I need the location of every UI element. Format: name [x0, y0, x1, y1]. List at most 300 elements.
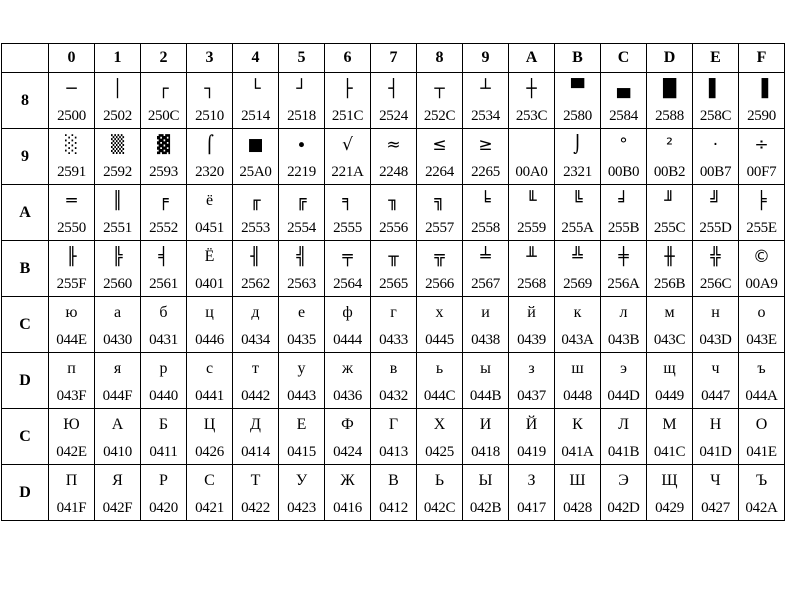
char-glyph: √ — [342, 134, 353, 155]
char-cell — [509, 297, 555, 353]
char-cell — [417, 465, 463, 521]
char-glyph: Б — [158, 415, 169, 433]
unicode-code: 2557 — [425, 219, 454, 236]
char-cell — [601, 353, 647, 409]
char-cell — [601, 465, 647, 521]
row-header: 9 — [2, 129, 49, 185]
char-glyph: Ф — [341, 415, 354, 433]
char-cell — [647, 73, 693, 129]
char-glyph: т — [252, 359, 259, 377]
row-header: D — [2, 465, 49, 521]
char-glyph: ╬ — [710, 246, 721, 267]
char-glyph: ц — [205, 303, 214, 321]
char-glyph: ы — [480, 359, 491, 377]
char-cell — [187, 241, 233, 297]
char-glyph: ≤ — [432, 134, 447, 155]
char-cell — [555, 465, 601, 521]
char-cell — [417, 297, 463, 353]
unicode-code: 0426 — [195, 443, 224, 460]
char-cell — [463, 297, 509, 353]
unicode-code: 00B7 — [699, 163, 732, 180]
unicode-code: 0432 — [379, 387, 408, 404]
char-cell — [187, 185, 233, 241]
unicode-code: 250C — [147, 107, 180, 124]
char-glyph — [529, 133, 534, 159]
char-glyph: ┐ — [204, 78, 215, 99]
char-cell — [279, 241, 325, 297]
unicode-code: 043B — [607, 331, 640, 348]
char-cell — [693, 185, 739, 241]
char-glyph: ▒ — [110, 134, 125, 155]
char-glyph: ╗ — [434, 190, 445, 211]
char-glyph: Ъ — [755, 471, 768, 489]
char-cell — [141, 129, 187, 185]
table-row — [2, 465, 785, 521]
char-glyph: Й — [525, 415, 538, 433]
column-header: F — [739, 44, 785, 73]
char-cell — [141, 73, 187, 129]
char-cell — [187, 465, 233, 521]
char-cell — [739, 409, 785, 465]
char-glyph: ю — [65, 303, 78, 321]
unicode-code: 2568 — [517, 275, 546, 292]
code-page-table — [1, 43, 785, 521]
unicode-code: 2580 — [563, 107, 592, 124]
unicode-code: 041B — [607, 443, 640, 460]
char-cell — [371, 409, 417, 465]
char-cell — [555, 129, 601, 185]
char-glyph: У — [295, 471, 308, 489]
unicode-code: 0434 — [241, 331, 270, 348]
unicode-code: 0415 — [287, 443, 316, 460]
char-glyph: п — [67, 359, 76, 377]
char-cell — [693, 465, 739, 521]
unicode-code: 2510 — [195, 107, 224, 124]
char-glyph: Г — [388, 415, 399, 433]
char-glyph: П — [65, 471, 78, 489]
unicode-code: 2534 — [471, 107, 500, 124]
unicode-code: 2588 — [655, 107, 684, 124]
char-cell — [463, 185, 509, 241]
char-cell — [233, 465, 279, 521]
unicode-code: 00B0 — [607, 163, 640, 180]
column-header: B — [555, 44, 601, 73]
char-glyph: · — [712, 134, 719, 155]
char-glyph: ╥ — [388, 246, 399, 267]
unicode-code: 0410 — [103, 443, 132, 460]
char-glyph: ╟ — [66, 246, 77, 267]
table-row — [2, 409, 785, 465]
unicode-code: 043D — [699, 331, 732, 348]
char-glyph: к — [573, 303, 582, 321]
char-cell — [279, 353, 325, 409]
char-glyph: ⌡ — [573, 134, 582, 155]
unicode-code: 2590 — [747, 107, 776, 124]
column-header: 0 — [49, 44, 95, 73]
unicode-code: 0420 — [149, 499, 178, 516]
unicode-code: 0425 — [425, 443, 454, 460]
char-cell — [463, 241, 509, 297]
unicode-code: 0427 — [701, 499, 730, 516]
char-glyph: В — [388, 471, 399, 489]
char-cell — [601, 129, 647, 185]
char-glyph: ╪ — [618, 246, 629, 267]
char-glyph: ─ — [66, 78, 77, 99]
char-cell — [693, 297, 739, 353]
unicode-code: 0436 — [333, 387, 362, 404]
unicode-code: 2558 — [471, 219, 500, 236]
unicode-code: 00A0 — [515, 163, 548, 180]
char-cell — [233, 297, 279, 353]
char-glyph: ╘ — [480, 190, 491, 211]
char-cell — [739, 353, 785, 409]
unicode-code: 0440 — [149, 387, 178, 404]
char-cell — [693, 73, 739, 129]
unicode-code: 2219 — [287, 163, 316, 180]
char-cell — [49, 465, 95, 521]
unicode-code: 042C — [423, 499, 456, 516]
unicode-code: 2564 — [333, 275, 362, 292]
unicode-code: 041E — [746, 443, 777, 460]
char-cell — [601, 73, 647, 129]
unicode-code: 0447 — [701, 387, 730, 404]
char-glyph: э — [620, 359, 627, 377]
char-glyph: ┼ — [526, 78, 537, 99]
unicode-code: 255C — [653, 219, 686, 236]
column-header: D — [647, 44, 693, 73]
char-glyph: │ — [112, 78, 123, 99]
char-cell — [647, 241, 693, 297]
char-glyph: в — [389, 359, 398, 377]
char-glyph: © — [753, 246, 770, 267]
unicode-code: 2550 — [57, 219, 86, 236]
unicode-code: 252C — [423, 107, 456, 124]
char-glyph: щ — [663, 359, 676, 377]
column-header: 7 — [371, 44, 417, 73]
unicode-code: 043C — [653, 331, 686, 348]
char-cell — [417, 73, 463, 129]
char-cell — [555, 185, 601, 241]
char-glyph: Щ — [661, 471, 678, 489]
row-header: A — [2, 185, 49, 241]
table-row — [2, 297, 785, 353]
unicode-code: 0412 — [379, 499, 408, 516]
char-cell — [417, 409, 463, 465]
unicode-code: 0417 — [517, 499, 546, 516]
char-glyph: ┬ — [434, 78, 445, 99]
char-glyph: ╦ — [434, 246, 445, 267]
char-cell — [95, 353, 141, 409]
char-glyph: ч — [711, 359, 720, 377]
char-cell — [49, 241, 95, 297]
char-glyph: ▀ — [570, 78, 585, 99]
char-cell — [141, 409, 187, 465]
unicode-code: 0430 — [103, 331, 132, 348]
unicode-code: 0441 — [195, 387, 224, 404]
char-cell — [187, 73, 233, 129]
unicode-code: 0401 — [195, 275, 224, 292]
char-cell — [325, 129, 371, 185]
char-glyph: ² — [666, 134, 673, 155]
char-cell — [187, 129, 233, 185]
char-cell — [371, 353, 417, 409]
char-glyph: └ — [250, 78, 261, 99]
char-cell — [555, 73, 601, 129]
char-cell — [601, 297, 647, 353]
unicode-code: 255D — [699, 219, 732, 236]
char-cell — [49, 185, 95, 241]
unicode-code: 044B — [469, 387, 502, 404]
unicode-code: 044F — [102, 387, 133, 404]
char-cell — [509, 129, 555, 185]
char-glyph: ╢ — [250, 246, 261, 267]
char-cell — [647, 297, 693, 353]
char-glyph: ╤ — [342, 246, 353, 267]
column-header: 2 — [141, 44, 187, 73]
unicode-code: 041D — [699, 443, 732, 460]
char-cell — [233, 353, 279, 409]
char-glyph: ┌ — [158, 78, 169, 99]
char-glyph: ╨ — [526, 246, 537, 267]
unicode-code: 0418 — [471, 443, 500, 460]
char-cell — [233, 73, 279, 129]
unicode-code: 2553 — [241, 219, 270, 236]
char-glyph: а — [113, 303, 122, 321]
char-cell — [371, 185, 417, 241]
char-glyph: ╕ — [342, 190, 353, 211]
unicode-code: 0444 — [333, 331, 362, 348]
unicode-code: 043A — [561, 331, 594, 348]
char-glyph: ╫ — [664, 246, 675, 267]
char-glyph: О — [755, 415, 768, 433]
char-cell — [279, 297, 325, 353]
char-cell — [279, 465, 325, 521]
row-header: 8 — [2, 73, 49, 129]
char-cell — [417, 353, 463, 409]
char-cell — [739, 185, 785, 241]
char-cell — [95, 241, 141, 297]
unicode-code: 2555 — [333, 219, 362, 236]
unicode-code: 255A — [561, 219, 594, 236]
table-row — [2, 73, 785, 129]
unicode-code: 2565 — [379, 275, 408, 292]
char-cell — [49, 129, 95, 185]
char-cell — [647, 129, 693, 185]
char-glyph: ╚ — [572, 190, 583, 211]
char-glyph: ╓ — [250, 190, 261, 211]
unicode-code: 0435 — [287, 331, 316, 348]
unicode-code: 2502 — [103, 107, 132, 124]
char-glyph: Л — [618, 415, 629, 433]
char-cell — [371, 465, 417, 521]
char-cell — [555, 241, 601, 297]
unicode-code: 0442 — [241, 387, 270, 404]
char-glyph: д — [251, 303, 260, 321]
unicode-code: 2563 — [287, 275, 316, 292]
char-cell — [739, 297, 785, 353]
unicode-code: 0448 — [563, 387, 592, 404]
char-glyph: и — [481, 303, 490, 321]
char-cell — [233, 129, 279, 185]
char-cell — [233, 185, 279, 241]
char-glyph: ▌ — [708, 78, 723, 99]
unicode-code: 00F7 — [746, 163, 777, 180]
unicode-code: 0439 — [517, 331, 546, 348]
char-cell — [463, 409, 509, 465]
unicode-code: 2584 — [609, 107, 638, 124]
unicode-code: 042A — [745, 499, 778, 516]
char-cell — [95, 129, 141, 185]
char-cell — [141, 241, 187, 297]
unicode-code: 256B — [653, 275, 686, 292]
char-glyph: ║ — [112, 190, 123, 211]
char-cell — [647, 409, 693, 465]
char-cell — [141, 297, 187, 353]
unicode-code: 00A9 — [745, 275, 778, 292]
char-glyph: р — [159, 359, 168, 377]
char-glyph: Ц — [203, 415, 216, 433]
unicode-code: 2524 — [379, 107, 408, 124]
char-glyph: н — [711, 303, 720, 321]
char-glyph: М — [662, 415, 677, 433]
unicode-code: 2593 — [149, 163, 178, 180]
char-glyph: ■ — [247, 134, 264, 155]
unicode-code: 255F — [56, 275, 87, 292]
char-glyph: у — [297, 359, 306, 377]
row-header: B — [2, 241, 49, 297]
unicode-code: 2561 — [149, 275, 178, 292]
column-header: 4 — [233, 44, 279, 73]
char-glyph: ь — [435, 359, 444, 377]
char-cell — [417, 185, 463, 241]
char-cell — [95, 465, 141, 521]
column-header: C — [601, 44, 647, 73]
char-cell — [555, 353, 601, 409]
char-glyph: ф — [342, 303, 353, 321]
char-cell — [509, 73, 555, 129]
char-glyph: ⌠ — [205, 134, 214, 155]
unicode-code: 2264 — [425, 163, 454, 180]
unicode-code: 0416 — [333, 499, 362, 516]
char-cell — [95, 297, 141, 353]
unicode-code: 2569 — [563, 275, 592, 292]
column-header: 5 — [279, 44, 325, 73]
char-glyph: █ — [662, 78, 677, 99]
unicode-code: 2562 — [241, 275, 270, 292]
unicode-code: 0449 — [655, 387, 684, 404]
unicode-code: 2567 — [471, 275, 500, 292]
char-cell — [95, 185, 141, 241]
char-glyph: л — [619, 303, 628, 321]
char-cell — [601, 409, 647, 465]
char-glyph: ╩ — [572, 246, 583, 267]
char-cell — [325, 185, 371, 241]
unicode-code: 043F — [56, 387, 87, 404]
char-cell — [187, 297, 233, 353]
row-header: C — [2, 409, 49, 465]
char-glyph: ╙ — [526, 190, 537, 211]
char-glyph: ╠ — [112, 246, 123, 267]
char-cell — [187, 353, 233, 409]
unicode-code: 0446 — [195, 331, 224, 348]
unicode-code: 2566 — [425, 275, 454, 292]
column-header-row — [2, 44, 785, 73]
char-glyph: Ч — [710, 471, 721, 489]
unicode-code: 2559 — [517, 219, 546, 236]
unicode-code: 256C — [699, 275, 732, 292]
char-glyph: ▐ — [754, 78, 769, 99]
char-cell — [279, 129, 325, 185]
char-glyph: ё — [205, 191, 214, 209]
char-glyph: ├ — [342, 78, 353, 99]
char-cell — [49, 353, 95, 409]
char-glyph: Н — [709, 415, 722, 433]
column-header: 6 — [325, 44, 371, 73]
char-cell — [371, 129, 417, 185]
char-glyph: ╝ — [710, 190, 721, 211]
unicode-code: 255E — [746, 219, 777, 236]
char-cell — [325, 353, 371, 409]
unicode-code: 221A — [331, 163, 364, 180]
char-glyph: Т — [250, 471, 261, 489]
char-cell — [509, 409, 555, 465]
char-cell — [647, 465, 693, 521]
char-glyph: ≥ — [478, 134, 493, 155]
unicode-code: 2321 — [563, 163, 592, 180]
char-cell — [325, 409, 371, 465]
char-glyph: Х — [433, 415, 446, 433]
unicode-code: 251C — [331, 107, 364, 124]
unicode-code: 044A — [745, 387, 778, 404]
char-glyph: ш — [571, 359, 584, 377]
char-cell — [49, 297, 95, 353]
unicode-code: 0433 — [379, 331, 408, 348]
char-glyph: я — [113, 359, 122, 377]
char-cell — [693, 129, 739, 185]
char-cell — [95, 409, 141, 465]
unicode-code: 2551 — [103, 219, 132, 236]
char-glyph: г — [390, 303, 397, 321]
char-glyph: ═ — [66, 190, 77, 211]
char-cell — [739, 129, 785, 185]
char-glyph: ъ — [757, 359, 766, 377]
char-cell — [279, 409, 325, 465]
char-glyph: о — [757, 303, 766, 321]
char-cell — [509, 353, 555, 409]
char-cell — [463, 465, 509, 521]
table-row — [2, 353, 785, 409]
table-row — [2, 241, 785, 297]
char-glyph: Е — [296, 415, 307, 433]
char-glyph: Р — [159, 471, 168, 489]
char-glyph: Ы — [478, 471, 493, 489]
unicode-code: 0438 — [471, 331, 500, 348]
char-cell — [463, 353, 509, 409]
unicode-code: 2518 — [287, 107, 316, 124]
unicode-code: 042F — [102, 499, 133, 516]
row-header: C — [2, 297, 49, 353]
char-glyph: ┴ — [480, 78, 491, 99]
unicode-code: 0421 — [195, 499, 224, 516]
char-glyph: ░ — [64, 134, 79, 155]
char-glyph: ╛ — [618, 190, 629, 211]
char-cell — [325, 465, 371, 521]
column-header: 9 — [463, 44, 509, 73]
char-glyph: Ж — [340, 471, 355, 489]
unicode-code: 0451 — [195, 219, 224, 236]
char-cell — [371, 241, 417, 297]
unicode-code: 041A — [561, 443, 594, 460]
